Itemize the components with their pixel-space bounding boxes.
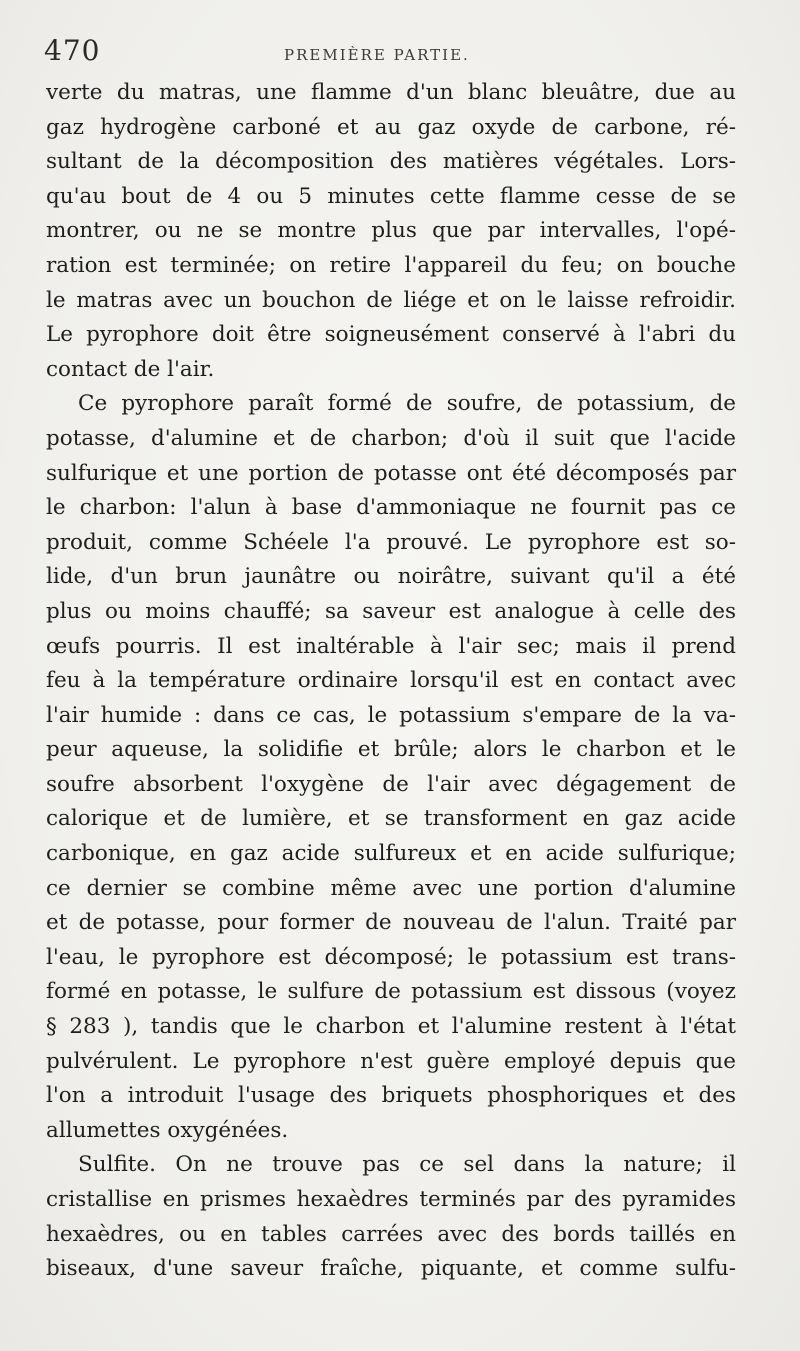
text-line: et de potasse, pour former de nouveau de l'alun. Traité par — [46, 910, 736, 936]
text-line: formé en potasse, le sulfure de potassium est dissous (voyez — [46, 979, 736, 1005]
text-line: hexaèdres, ou en tables carrées avec des bords taillés en — [46, 1221, 736, 1247]
text-line: biseaux, d'une saveur fraîche, piquante, et comme sulfu- — [46, 1256, 736, 1282]
text-line: l'air humide : dans ce cas, le potassium s'empare de la va- — [46, 702, 736, 728]
text-line: ration est terminée; on retire l'appareil du feu; on bouche — [46, 252, 736, 278]
text-line: verte du matras, une flamme d'un blanc bleuâtre, due au — [46, 80, 736, 105]
text-line: peur aqueuse, la solidifie et brûle; alors le charbon et le — [46, 737, 736, 763]
text-line: Sulfite. On ne trouve pas ce sel dans la nature; il — [78, 1152, 736, 1178]
page-bottom-margin — [0, 1291, 800, 1351]
text-line: contact de l'air. — [46, 356, 215, 382]
text-line: montrer, ou ne se montre plus que par intervalles, l'opé- — [46, 218, 736, 244]
text-line: l'eau, le pyrophore est décomposé; le potassium est trans- — [46, 944, 736, 970]
text-line: œufs pourris. Il est inaltérable à l'air sec; mais il prend — [46, 633, 736, 659]
text-line: pulvérulent. Le pyrophore n'est guère employé depuis que — [46, 1048, 736, 1074]
text-line: plus ou moins chauffé; sa saveur est analogue à celle des — [46, 598, 736, 624]
running-head: PREMIÈRE PARTIE. — [284, 46, 470, 64]
text-line: carbonique, en gaz acide sulfureux et en acide sulfurique; — [46, 841, 736, 867]
page-number: 470 — [44, 34, 101, 67]
text-line: potasse, d'alumine et de charbon; d'où il suit que l'acide — [46, 425, 736, 451]
body-text — [46, 76, 736, 1287]
text-line: l'on a introduit l'usage des briquets phosphoriques et des — [46, 1083, 736, 1109]
text-line: lide, d'un brun jaunâtre ou noirâtre, suivant qu'il a été — [46, 564, 736, 590]
text-line: § 283 ), tandis que le charbon et l'alumine restent à l'état — [46, 1014, 736, 1040]
text-line: ce dernier se combine même avec une portion d'alumine — [46, 875, 736, 901]
text-line: cristallise en prismes hexaèdres terminés par des pyramides — [46, 1187, 736, 1212]
text-line: sulfurique et une portion de potasse ont été décomposés par — [46, 460, 736, 486]
text-line: sultant de la décomposition des matières végétales. Lors- — [46, 149, 736, 175]
text-line: feu à la température ordinaire lorsqu'il est en contact avec — [46, 668, 736, 694]
text-line: allumettes oxygénées. — [46, 1117, 289, 1143]
text-line: qu'au bout de 4 ou 5 minutes cette flamme cesse de se — [46, 183, 736, 209]
text-line: Le pyrophore doit être soigneusément conservé à l'abri du — [46, 322, 736, 348]
text-line: le charbon: l'alun à base d'ammoniaque ne fournit pas ce — [46, 495, 736, 521]
text-line: Ce pyrophore paraît formé de soufre, de potassium, de — [78, 391, 736, 417]
text-line: soufre absorbent l'oxygène de l'air avec dégagement de — [46, 771, 736, 797]
text-line: gaz hydrogène carboné et au gaz oxyde de carbone, ré- — [46, 114, 736, 140]
text-line: le matras avec un bouchon de liége et on le laisse refroidir. — [46, 287, 736, 313]
page-header — [44, 34, 740, 70]
text-line: calorique et de lumière, et se transforment en gaz acide — [46, 806, 736, 832]
text-line: produit, comme Schéele l'a prouvé. Le pyrophore est so- — [46, 529, 736, 555]
